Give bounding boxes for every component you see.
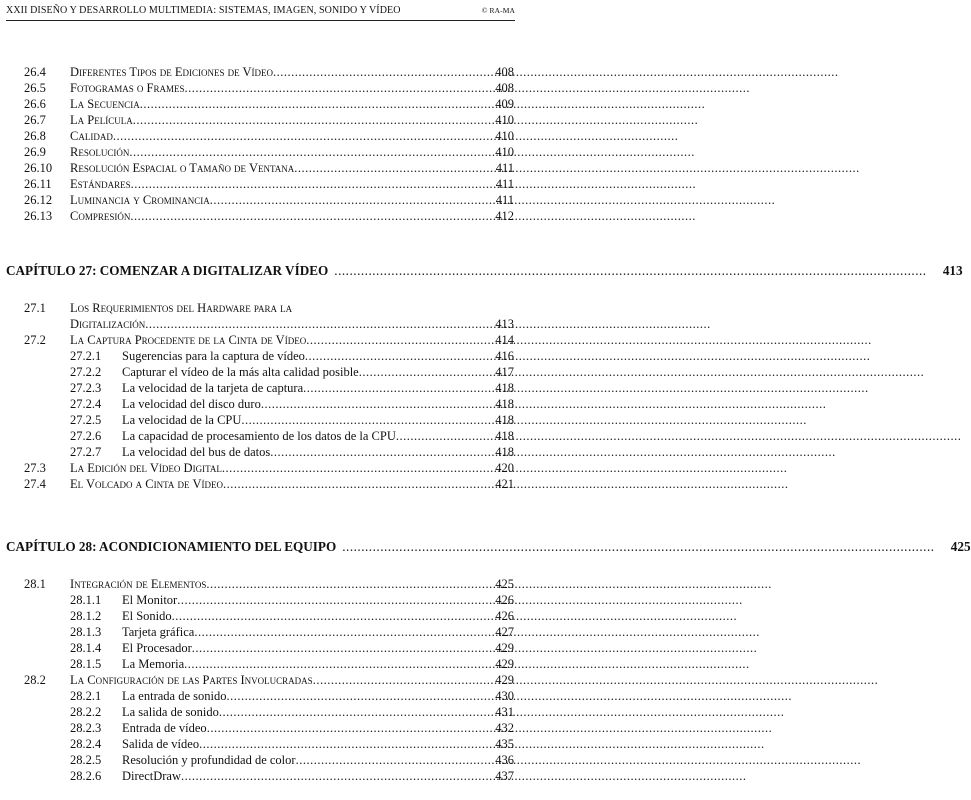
dot-leader [294,160,484,176]
dot-leader [177,592,484,608]
chapter-heading[interactable] [6,538,971,556]
toc-title: Salida de vídeo [122,737,200,751]
toc-subentry[interactable] [70,768,514,784]
toc-entry[interactable] [24,576,514,592]
toc-page: 418 [495,413,514,427]
toc-title: La entrada de sonido [122,689,227,703]
toc-entry[interactable] [24,316,514,332]
dot-leader [305,348,484,364]
toc-number: 26.8 [24,129,46,143]
dot-leader [172,608,484,624]
toc-title: Sugerencias para la captura de vídeo [122,349,305,363]
toc-number: 28.2.4 [70,737,102,751]
toc-number: 28.1.3 [70,625,102,639]
toc-number: 27.2.7 [70,445,102,459]
dot-leader [219,704,484,720]
toc-page: 410 [495,113,514,127]
toc-title: Capturar el vídeo de la más alta calidad posible [122,365,359,379]
toc-page: 408 [495,65,514,79]
toc-title: La Configuración de las Partes Involucradas [70,673,313,687]
toc-number: 26.9 [24,145,46,159]
book-title: XXII DISEÑO Y DESARROLLO MULTIMEDIA: SISTEMAS, IMAGEN, SONIDO Y VÍDEO [6,5,401,16]
toc-page: 420 [495,461,514,475]
toc-page: 409 [495,97,514,111]
toc-title: Calidad [70,129,113,143]
toc-entry[interactable] [24,128,514,144]
chapter-heading[interactable] [6,262,963,280]
toc-subentry[interactable] [70,444,514,460]
toc-title: La Memoria [122,657,185,671]
toc-page: 418 [495,445,514,459]
dot-leader [145,316,484,332]
dot-leader [306,332,484,348]
toc-title: La velocidad de la tarjeta de captura [122,381,304,395]
toc-number: 27.2.3 [70,381,102,395]
toc-number: 28.2.3 [70,721,102,735]
toc-page: 427 [495,625,514,639]
toc-title: Diferentes Tipos de Ediciones de Vídeo [70,65,273,79]
toc-number: 27.2.5 [70,413,102,427]
toc-number: 27.2.1 [70,349,102,363]
dot-leader [342,538,934,556]
toc-entry[interactable] [24,80,514,96]
dot-leader [199,736,484,752]
toc-title: Entrada de vídeo [122,721,207,735]
toc-title: El Volcado a Cinta de Vídeo [70,477,223,491]
toc-page: 418 [495,429,514,443]
toc-entry[interactable] [24,672,514,688]
chapter-title: CAPÍTULO 28: ACONDICIONAMIENTO DEL EQUIPO [6,539,337,554]
toc-page: 431 [495,705,514,719]
dot-leader [296,752,484,768]
toc-title: Los Requerimientos del Hardware para la [70,301,293,315]
toc-subentry[interactable] [70,752,514,768]
toc-page: 410 [495,129,514,143]
toc-page: 429 [495,673,514,687]
toc-entry[interactable] [24,96,514,112]
toc-number: 28.1 [24,577,46,591]
toc-title: La Película [70,113,133,127]
toc-title: La velocidad del bus de datos [122,445,271,459]
toc-page: 437 [495,769,514,783]
toc-title: La Edición del Vídeo Digital [70,461,222,475]
toc-title: El Sonido [122,609,172,623]
toc-number: 28.1.2 [70,609,102,623]
toc-title: Digitalización [70,317,146,331]
toc-page: 411 [495,161,514,175]
dot-leader [303,380,484,396]
toc-entry[interactable] [24,208,514,224]
toc-subentry[interactable] [70,640,514,656]
dot-leader [313,672,484,688]
toc-page: 414 [495,333,514,347]
toc-page: 412 [495,209,514,223]
dot-leader [226,688,484,704]
toc-title: Estándares [70,177,131,191]
toc-entry[interactable] [24,332,514,348]
dot-leader [207,720,484,736]
dot-leader [334,262,926,280]
chapter-page: 425 [950,539,971,554]
dot-leader [130,208,484,224]
toc-subentry[interactable] [70,720,514,736]
dot-leader [210,192,484,208]
toc-page: 411 [495,177,514,191]
toc-number: 28.2.6 [70,769,102,783]
toc-number: 27.3 [24,461,46,475]
toc-subentry[interactable] [70,624,514,640]
toc-subentry[interactable] [70,364,514,380]
toc-page: 426 [495,593,514,607]
toc-title: La salida de sonido [122,705,219,719]
toc-title: La Secuencia [70,97,140,111]
toc-subentry[interactable] [70,608,514,624]
dot-leader [181,768,484,784]
running-header [6,0,515,21]
toc-page: 408 [495,81,514,95]
publisher-mark: © RA-MA [481,6,515,15]
toc-subentry[interactable] [70,396,514,412]
toc-page: 429 [495,657,514,671]
dot-leader [194,624,484,640]
toc-page: 426 [495,609,514,623]
toc-subentry[interactable] [70,428,514,444]
toc-number: 28.1.4 [70,641,102,655]
toc-subentry[interactable] [70,348,514,364]
toc-title: Tarjeta gráfica [122,625,195,639]
toc-title: La velocidad de la CPU [122,413,242,427]
toc-number: 26.11 [24,177,52,191]
toc-page: 435 [495,737,514,751]
dot-leader [184,656,484,672]
dot-leader [192,640,484,656]
toc-number: 27.2.2 [70,365,102,379]
toc-title: DirectDraw [122,769,181,783]
toc-number: 26.13 [24,209,53,223]
toc-entry[interactable] [24,476,514,492]
dot-leader [185,80,484,96]
toc-title: La Captura Procedente de la Cinta de Vídeo [70,333,307,347]
toc-number: 28.1.1 [70,593,102,607]
toc-subentry[interactable] [70,656,514,672]
dot-leader [223,476,484,492]
toc-number: 28.2 [24,673,46,687]
toc-number: 27.2.4 [70,397,102,411]
toc-entry[interactable] [24,160,514,176]
toc-page: 425 [495,577,514,591]
toc-page: 418 [495,381,514,395]
toc-title: El Monitor [122,593,178,607]
toc-number: 28.2.5 [70,753,102,767]
dot-leader [261,396,484,412]
toc-number: 28.1.5 [70,657,102,671]
toc-page: 421 [495,477,514,491]
toc-title: Integración de Elementos [70,577,207,591]
chapter-title: CAPÍTULO 27: COMENZAR A DIGITALIZAR VÍDEO [6,263,329,278]
toc-number: 26.12 [24,193,53,207]
dot-leader [140,96,484,112]
toc-entry[interactable] [24,112,514,128]
toc-title: Luminancia y Crominancia [70,193,210,207]
toc-entry[interactable] [24,300,514,316]
toc-number: 26.4 [24,65,46,79]
toc-page: 432 [495,721,514,735]
toc-number: 26.10 [24,161,53,175]
toc-title: Resolución Espacial o Tamaño de Ventana [70,161,295,175]
dot-leader [133,112,484,128]
toc-number: 26.7 [24,113,46,127]
toc-number: 26.6 [24,97,46,111]
toc-subentry[interactable] [70,736,514,752]
toc-page: 410 [495,145,514,159]
toc-subentry[interactable] [70,412,514,428]
toc-entry[interactable] [24,176,514,192]
toc-page: 436 [495,753,514,767]
dot-leader [129,144,484,160]
toc-entry[interactable] [24,144,514,160]
toc-entry[interactable] [24,64,514,80]
toc-number: 26.5 [24,81,46,95]
dot-leader [359,364,484,380]
toc-number: 27.2.6 [70,429,102,443]
toc-page: 418 [495,397,514,411]
toc-title: El Procesador [122,641,192,655]
toc-number: 27.4 [24,477,46,491]
toc-title: La velocidad del disco duro [122,397,261,411]
toc-title: La capacidad de procesamiento de los datos de la CPU [122,429,396,443]
toc-title: Resolución y profundidad de color [122,753,296,767]
chapter-page: 413 [942,263,963,278]
toc-title: Compresión [70,209,131,223]
toc-page: 430 [495,689,514,703]
dot-leader [270,444,484,460]
toc-page: 416 [495,349,514,363]
toc-subentry[interactable] [70,592,514,608]
dot-leader [396,428,484,444]
dot-leader [206,576,484,592]
toc-number: 27.2 [24,333,46,347]
toc-number: 27.1 [24,301,46,315]
toc-page: 417 [495,365,514,379]
dot-leader [113,128,484,144]
toc-title: Resolución [70,145,130,159]
toc-page: 413 [495,317,514,331]
toc-entry[interactable] [24,460,514,476]
toc-subentry[interactable] [70,380,514,396]
toc-page: 411 [495,193,514,207]
dot-leader [222,460,484,476]
toc-number: 28.2.1 [70,689,102,703]
toc-subentry[interactable] [70,704,514,720]
dot-leader [241,412,484,428]
toc-subentry[interactable] [70,688,514,704]
toc-title: Fotogramas o Frames [70,81,185,95]
dot-leader [273,64,484,80]
dot-leader [131,176,484,192]
toc-entry[interactable] [24,192,514,208]
toc-number: 28.2.2 [70,705,102,719]
toc-page: 429 [495,641,514,655]
